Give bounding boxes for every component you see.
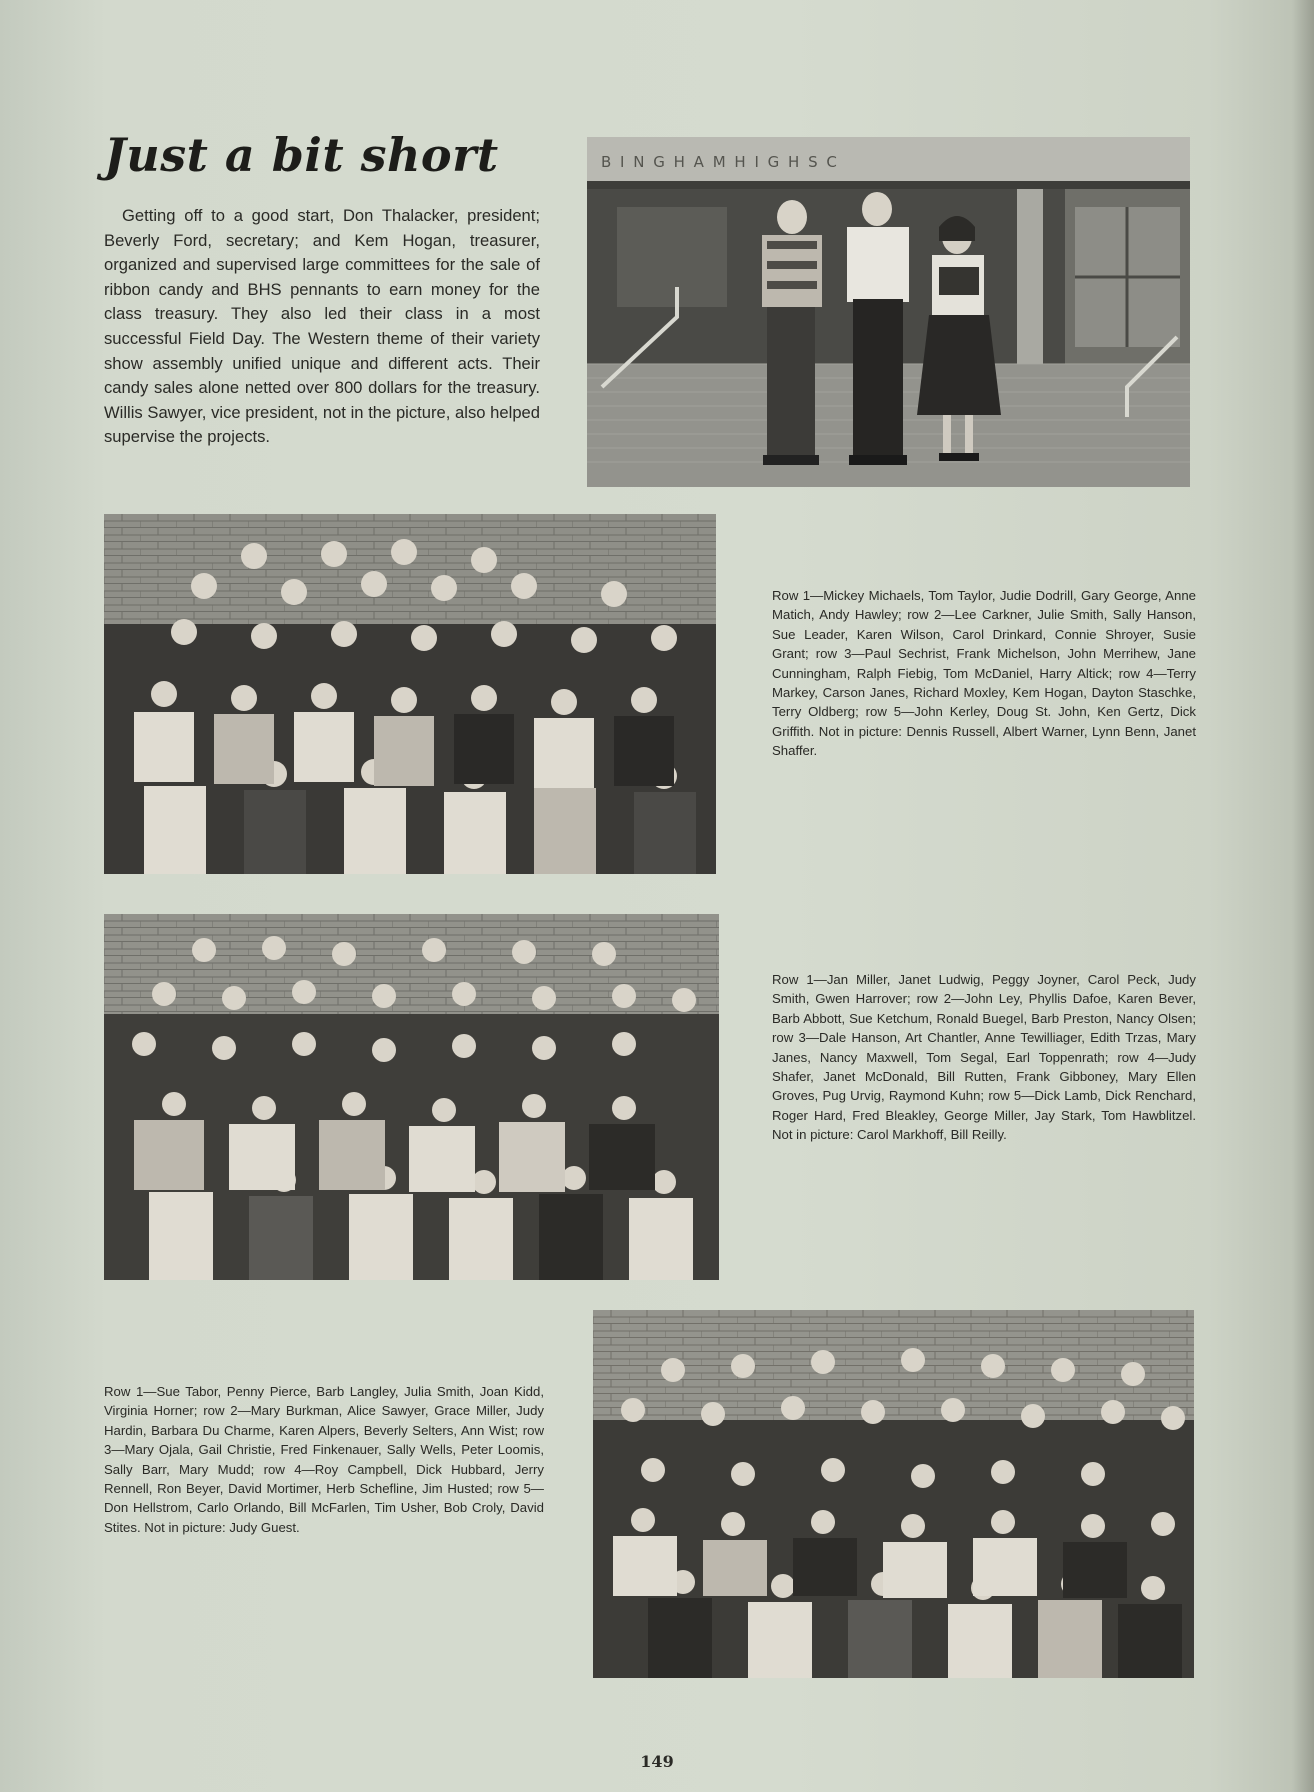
page-title: Just a bit short <box>104 128 499 182</box>
caption-group-1: Row 1—Mickey Michaels, Tom Taylor, Judie Dodrill, Gary George, Anne Matich, Andy Hawley; row 2—Lee Carkner, Julie Smith, Sally Hanson, Sue Leader, Karen Wilson, Carol Drinkard, Connie Shroyer, Susie Grant; row 3—Paul Sechrist, Frank Michelson, John Merrihew, Jane Cunningham, Ralph Fiebig, Tom McDaniel, Harry Altick; row 4—Terry Markey, Carson Janes, Richard Moxley, Kem Hogan, Dayton Staschke, Terry Oldberg; row 5—John Kerley, Doug St. John, Ken Gertz, Dick Griffith. Not in picture: Dennis Russell, Albert Warner, Lynn Benn, Janet Shaffer. <box>772 588 1196 759</box>
class-group-photo-2 <box>104 914 719 1280</box>
intro-paragraph: Getting off to a good start, Don Thalacker, president; Beverly Ford, secretary; and Kem Hogan, treasurer, organized and supervised large committees for the sale of ribbon candy and BHS pennants to earn money for the class treasury. They also led their class in a most successful Field Day. The Western theme of their variety show assembly unified unique and different acts. Their candy sales alone netted over 800 dollars for the treasury. Willis Sawyer, vice president, not in the picture, also helped supervise the projects. <box>104 206 540 447</box>
page-number: 149 <box>640 1752 674 1771</box>
page-binding-shadow <box>1292 0 1314 1792</box>
class-group-photo-1 <box>104 514 716 874</box>
caption-group-3: Row 1—Sue Tabor, Penny Pierce, Barb Langley, Julia Smith, Joan Kidd, Virginia Horner; row 2—Mary Burkman, Alice Sawyer, Grace Miller, Judy Hardin, Barbara Du Charme, Karen Alpers, Beverly Selters, Ann Wist; row 3—Mary Ojala, Gail Christie, Fred Finkenauer, Sally Wells, Peter Loomis, Sally Barr, Mary Mudd; row 4—Roy Campbell, Dick Hubbard, Jerry Rennell, Ron Beyer, David Mortimer, Herb Schefline, Jim Husted; row 5—Don Hellstrom, Carlo Orlando, Bill McFarlen, Tim Usher, Bob Croly, David Stites. Not in picture: Judy Guest. <box>104 1384 544 1535</box>
class-group-photo-3 <box>593 1310 1194 1678</box>
caption-group-2: Row 1—Jan Miller, Janet Ludwig, Peggy Joyner, Carol Peck, Judy Smith, Gwen Harrover; row 2—John Ley, Phyllis Dafoe, Karen Bever, Barb Abbott, Sue Ketchum, Ronald Buegel, Barb Preston, Nancy Olsen; row 3—Dale Hanson, Art Chantler, Anne Tewilliager, Edith Trzas, Mary Janes, Nancy Maxwell, Tom Segal, Earl Toppenrath; row 4—Judy Shafer, Janet McDonald, Bill Rutten, Frank Gibboney, Mary Ellen Groves, Pug Urvig, Raymond Kuhn; row 5—Dick Lamb, Dick Renchard, Roger Hard, Fred Bleakley, George Miller, Jay Stark, Tom Hawblitzel. Not in picture: Carol Markhoff, Bill Reilly. <box>772 972 1196 1143</box>
officers-photo <box>587 137 1190 487</box>
school-sign-text: B I N G H A M H I G H S C <box>601 153 839 171</box>
